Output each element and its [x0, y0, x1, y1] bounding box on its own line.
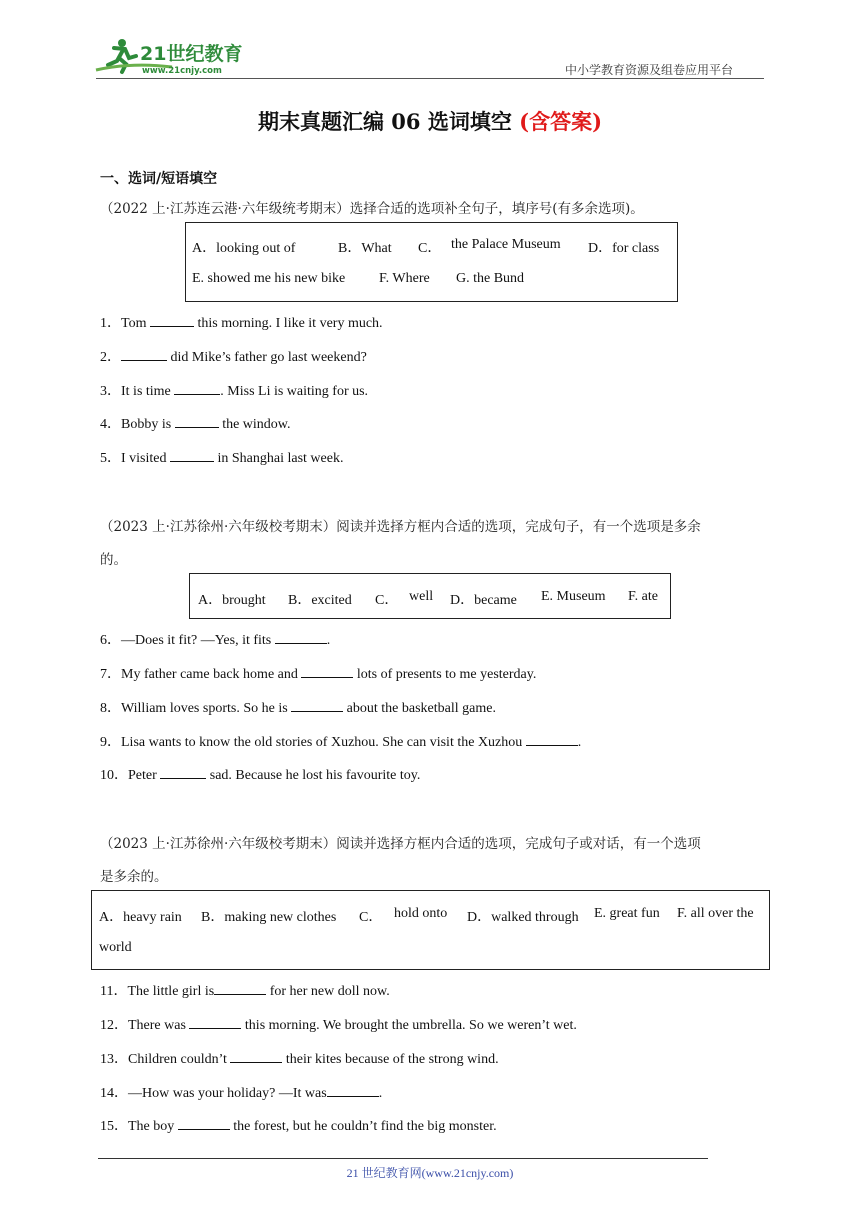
question-text: 1．Tom: [100, 316, 150, 331]
question-line: [100, 697, 496, 717]
option: B．What: [338, 241, 392, 256]
option: C．: [418, 241, 442, 256]
option: C．: [359, 910, 383, 925]
option: E. showed me his new bike: [192, 271, 346, 286]
answer-blank[interactable]: [526, 732, 578, 746]
question-line: [100, 764, 420, 784]
option: G. the Bund: [456, 271, 525, 286]
question-line: [100, 731, 581, 751]
question-text: their kites because of the strong wind.: [282, 1052, 499, 1067]
question-text: about the basketball game.: [343, 701, 496, 716]
part2-intro: （2023 上·江苏徐州·六年级校考期末）阅读并选择方框内合适的选项，完成句子，有一个选项是多余: [100, 519, 701, 535]
part3-intro: （2023 上·江苏徐州·六年级校考期末）阅读并选择方框内合适的选项，完成句子或对话，有一个选项: [100, 836, 701, 852]
question-line: [100, 312, 383, 332]
section-heading: 一、选词/短语填空: [100, 171, 218, 187]
footer-text[interactable]: 21 世纪教育网(www.21cnjy.com): [346, 1166, 514, 1180]
question-text: 15．The boy: [100, 1119, 178, 1134]
option: D．walked through: [467, 910, 579, 925]
question-line: [100, 380, 368, 400]
page-title: [0, 106, 860, 136]
question-line: [100, 346, 367, 366]
question-line: [100, 1048, 499, 1068]
question-line: [100, 629, 330, 649]
question-text: the window.: [218, 417, 291, 432]
part2-intro: 的。: [100, 552, 127, 568]
question-line: [100, 663, 536, 683]
option: F. all over the: [677, 906, 754, 921]
option: well: [409, 589, 434, 604]
question-text: this morning. I like it very much.: [193, 316, 383, 331]
answer-blank[interactable]: [214, 981, 266, 995]
option: A．brought: [198, 593, 266, 608]
title-main: 期末真题汇编 06 选词填空: [257, 109, 520, 134]
question-text: . Miss Li is waiting for us.: [220, 384, 369, 399]
question-text: .: [577, 735, 582, 750]
question-text: lots of presents to me yesterday.: [353, 667, 537, 682]
question-line: [100, 413, 291, 433]
part2-option-box: [189, 573, 671, 619]
question-text: the forest, but he couldn’t find the big monster.: [229, 1119, 497, 1134]
question-text: 7．My father came back home and: [100, 667, 302, 682]
logo-url: www.21cnjy.com: [142, 66, 222, 76]
site-logo: [92, 34, 262, 78]
option: hold onto: [394, 906, 448, 921]
answer-blank[interactable]: [327, 1083, 379, 1097]
question-line: [100, 980, 390, 1000]
title-answer-note: (含答案): [519, 109, 603, 134]
answer-blank[interactable]: [189, 1015, 241, 1029]
question-text: 2．: [100, 350, 121, 365]
part3-option-box: [91, 890, 770, 970]
answer-blank[interactable]: [230, 1049, 282, 1063]
option: B．excited: [288, 593, 352, 608]
question-text: .: [326, 633, 331, 648]
part3-intro: 是多余的。: [100, 869, 168, 885]
option: A．looking out of: [192, 241, 296, 256]
question-text: 9．Lisa wants to know the old stories of Xuzhou. She can visit the Xuzhou: [100, 735, 526, 750]
question-text: 6．—Does it fit? —Yes, it fits: [100, 633, 275, 648]
question-line: [100, 447, 343, 467]
question-text: 4．Bobby is: [100, 417, 175, 432]
answer-blank[interactable]: [170, 448, 214, 462]
site-name: 中小学教育资源及组卷应用平台: [565, 63, 734, 77]
question-text: 13．Children couldn’t: [100, 1052, 231, 1067]
header-divider: [96, 78, 764, 79]
answer-blank[interactable]: [174, 381, 220, 395]
option: the Palace Museum: [451, 237, 561, 252]
question-text: in Shanghai last week.: [214, 451, 344, 466]
option: F. ate: [628, 589, 658, 604]
question-line: [100, 1115, 497, 1135]
logo-text: 21世纪教育: [140, 43, 243, 65]
question-text: sad. Because he lost his favourite toy.: [206, 768, 421, 783]
part1-intro: （2022 上·江苏连云港·六年级统考期末）选择合适的选项补全句子，填序号(有多余选项)。: [100, 201, 644, 217]
question-text: for her new doll now.: [266, 984, 390, 999]
question-line: [100, 1014, 577, 1034]
answer-blank[interactable]: [178, 1116, 230, 1130]
option: C．: [375, 593, 399, 608]
option: world: [99, 940, 132, 955]
answer-blank[interactable]: [275, 630, 327, 644]
answer-blank[interactable]: [291, 698, 343, 712]
part1-option-box: [185, 222, 678, 302]
question-text: .: [378, 1086, 383, 1101]
question-text: did Mike’s father go last weekend?: [167, 350, 367, 365]
question-text: 10．Peter: [100, 768, 161, 783]
option: B．making new clothes: [201, 910, 337, 925]
option: D．became: [450, 593, 517, 608]
answer-blank[interactable]: [121, 347, 167, 361]
option: F. Where: [379, 271, 430, 286]
question-text: 8．William loves sports. So he is: [100, 701, 292, 716]
question-text: 14．—How was your holiday? —It was: [100, 1086, 327, 1101]
question-line: [100, 1082, 382, 1102]
question-text: this morning. We brought the umbrella. So we weren’t wet.: [241, 1018, 577, 1033]
answer-blank[interactable]: [150, 313, 194, 327]
option: E. great fun: [594, 906, 660, 921]
question-text: 3．It is time: [100, 384, 175, 399]
footer-divider: [98, 1158, 708, 1159]
question-text: 12．There was: [100, 1018, 190, 1033]
question-text: 5．I visited: [100, 451, 170, 466]
option: A．heavy rain: [99, 910, 182, 925]
answer-blank[interactable]: [175, 414, 219, 428]
answer-blank[interactable]: [160, 765, 206, 779]
question-text: 11．The little girl is: [100, 984, 215, 999]
option: D．for class: [588, 241, 660, 256]
answer-blank[interactable]: [301, 664, 353, 678]
option: E. Museum: [541, 589, 606, 604]
